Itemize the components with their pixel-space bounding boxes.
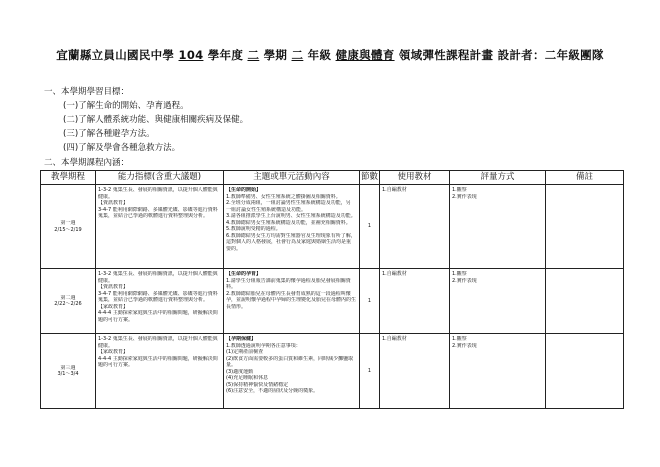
week-label: 第二週 <box>60 294 76 301</box>
week-label: 第一週 <box>60 220 76 226</box>
content-line: (2)飲食方面需要較多的蛋白質和維生素，同時減少攤鹽取 <box>226 355 354 362</box>
indicator-line: 3-4-7 能利用網際網路、多媒體光碟、影碟等進行資料 <box>98 290 218 297</box>
indicators-cell <box>96 269 224 334</box>
notes-cell <box>546 334 624 409</box>
content-line: 長情形。 <box>226 303 247 310</box>
objective-4: (四)了解及學會各種急救方法。 <box>63 143 181 153</box>
assessment-line: 2.實作表現 <box>452 277 477 284</box>
header-assessment: 評量方式 <box>450 171 546 185</box>
content-line: (4)充足睡眠和休息 <box>226 375 269 381</box>
content-line: 3.請各組推派學生上台說明男、女性生殖系統構造及功能。 <box>226 213 356 219</box>
content-line: 料。 <box>226 284 237 290</box>
assessment-line: 2.實作表現 <box>452 193 477 200</box>
content-line: 孕，並說明懷孕過程中孕婦的生理變化及胎兒在母體內的生 <box>226 297 357 303</box>
school-year-label: 學年度 <box>207 48 244 62</box>
indicator-line: 【家政教育】 <box>98 303 129 310</box>
indicator-line: 健康。 <box>98 277 114 284</box>
indicator-line: 1-3-2 蒐集生長、發展的相關資訊，以提升個人體能與 <box>98 336 218 342</box>
week-cell <box>41 269 96 334</box>
indicator-line: 【家政教育】 <box>98 349 129 355</box>
semester-label: 學期 <box>263 48 288 62</box>
indicator-line: 3-4-7 能利用網際網路、多媒體光碟、影碟等進行資料 <box>98 206 218 213</box>
content-line: 【生命的孕育】 <box>226 271 262 277</box>
indicator-line: 4-4-4 主動探索家庭與生活中的相關問題，研擬解決問 <box>98 355 218 362</box>
hours-cell: 1 <box>360 269 380 334</box>
week-cell <box>41 185 96 269</box>
content-line: 1.教師準備男、女性生殖系統之體掛圖及相關資料。 <box>226 193 341 200</box>
table-row <box>41 334 624 409</box>
content-line: 【生命的開始】 <box>226 187 262 193</box>
assessment-line: 2.實作表現 <box>452 342 477 349</box>
content-line: 4.教師總結男女生殖系統構造及功能，並補充相關資料。 <box>226 219 351 226</box>
header-indicators: 能力指標(含重大議題) <box>96 171 224 185</box>
content-cell <box>224 185 360 269</box>
table-row <box>41 185 624 269</box>
indicator-line: 【資訊教育】 <box>98 200 129 206</box>
content-line: 1.請學生分組報告課前蒐集的懷孕過程及胎兒發展相關資 <box>226 277 351 284</box>
content-line: 一組討論女性生殖系統構造及功能。 <box>226 206 307 213</box>
objective-2: (二)了解人體系統功能、與健康相關疾病及保健。 <box>63 115 249 125</box>
assessment-cell <box>450 185 546 269</box>
content-line: (1)定期產前檢查 <box>226 349 264 355</box>
indicator-line: 1-3-2 蒐集生長、發展的相關資訊，以提升個人體能與 <box>98 187 218 193</box>
table-header-row <box>41 171 624 185</box>
content-line: 【孕期保健】 <box>226 336 257 342</box>
content-line: 1.教師透過說明孕期各注意事項： <box>226 342 301 349</box>
course-plan-table <box>40 170 624 409</box>
indicator-line: 蒐集，並結合已學過的軟體進行資料整理與分析。 <box>98 297 209 303</box>
indicator-line: 1-3-2 蒐集生長、發展的相關資訊，以提升個人體能與 <box>98 271 218 277</box>
hours-cell: 1 <box>360 334 380 409</box>
title-suffix: 領域彈性課程計畫 設計者：二年級團隊 <box>398 48 604 62</box>
objective-3: (三)了解各種避孕方法。 <box>63 129 155 139</box>
indicator-line: 健康。 <box>98 193 114 200</box>
semester: 二 <box>247 48 260 62</box>
content-cell <box>224 269 360 334</box>
header-materials: 使用教材 <box>380 171 450 185</box>
content-line: (3)適度運動 <box>226 368 254 375</box>
indicator-line: 題的可行方案。 <box>98 316 134 323</box>
school-name: 宜蘭縣立員山國民中學 <box>56 48 175 62</box>
header-hours: 節數 <box>360 171 380 185</box>
content-line: 2.全班分成兩組，一組討論男性生殖系統構造及功能，另 <box>226 200 351 206</box>
indicators-cell <box>96 334 224 409</box>
assessment-line: 1.觀察 <box>452 271 467 277</box>
header-notes: 備註 <box>546 171 624 185</box>
week-dates: 2/15～2/19 <box>54 226 82 233</box>
content-line: (6)注意安全，不適的症狀及分娩的徵象。 <box>226 388 319 394</box>
assessment-line: 1.觀察 <box>452 336 467 342</box>
week-cell <box>41 334 96 409</box>
grade: 二 <box>291 48 304 62</box>
notes-cell <box>546 185 624 269</box>
content-line: 2.教師總結胎兒在母體內生長發育成熟的這一段過程叫懷 <box>226 290 351 297</box>
school-year: 104 <box>178 48 204 62</box>
week-label: 第三週 <box>60 364 76 371</box>
content-line: 要的。 <box>226 245 242 252</box>
section-1-heading: 一、本學期學習目標： <box>44 87 130 97</box>
content-line: 5.教師說明受精的過程。 <box>226 226 281 232</box>
subject-domain: 健康與體育 <box>335 48 395 62</box>
header-content: 主題或單元活動內容 <box>224 171 360 185</box>
assessment-cell <box>450 334 546 409</box>
content-cell <box>224 334 360 409</box>
objective-1: (一)了解生命的開始、孕育過程。 <box>63 101 189 111</box>
indicator-line: 題的可行方案。 <box>98 362 134 368</box>
assessment-cell <box>450 269 546 334</box>
header-schedule: 教學期程 <box>41 171 96 185</box>
grade-label: 年級 <box>307 48 332 62</box>
section-2-heading: 二、本學期課程內涵： <box>44 158 130 168</box>
assessment-line: 1.觀察 <box>452 187 467 193</box>
materials-cell: 1.自編教材 <box>380 185 450 269</box>
content-line: 6.教師總結男女生方均需對生殖器官及生理現象有所了解， <box>226 232 356 239</box>
materials-cell: 1.自編教材 <box>380 334 450 409</box>
week-dates: 2/22～2/26 <box>54 301 82 307</box>
indicator-line: 【資訊教育】 <box>98 284 129 290</box>
materials-cell: 1.自編教材 <box>380 269 450 334</box>
table-row <box>41 269 624 334</box>
week-dates: 3/1～3/4 <box>57 371 79 377</box>
content-line: 量。 <box>226 362 237 368</box>
indicators-cell <box>96 185 224 269</box>
notes-cell <box>546 269 624 334</box>
content-line: (5)保持精神愉快及情緒穩定 <box>226 381 289 388</box>
content-line: 這對個人的人格發展，社會行為及家庭與婚姻生活均是重 <box>226 239 352 245</box>
hours-cell: 1 <box>360 185 380 269</box>
indicator-line: 4-4-4 主動探索家庭與生活中的相關問題，研擬解決問 <box>98 310 218 316</box>
indicator-line: 健康。 <box>98 342 114 349</box>
document-title <box>0 47 660 63</box>
indicator-line: 蒐集，並結合已學過的軟體進行資料整理與分析。 <box>98 213 209 219</box>
